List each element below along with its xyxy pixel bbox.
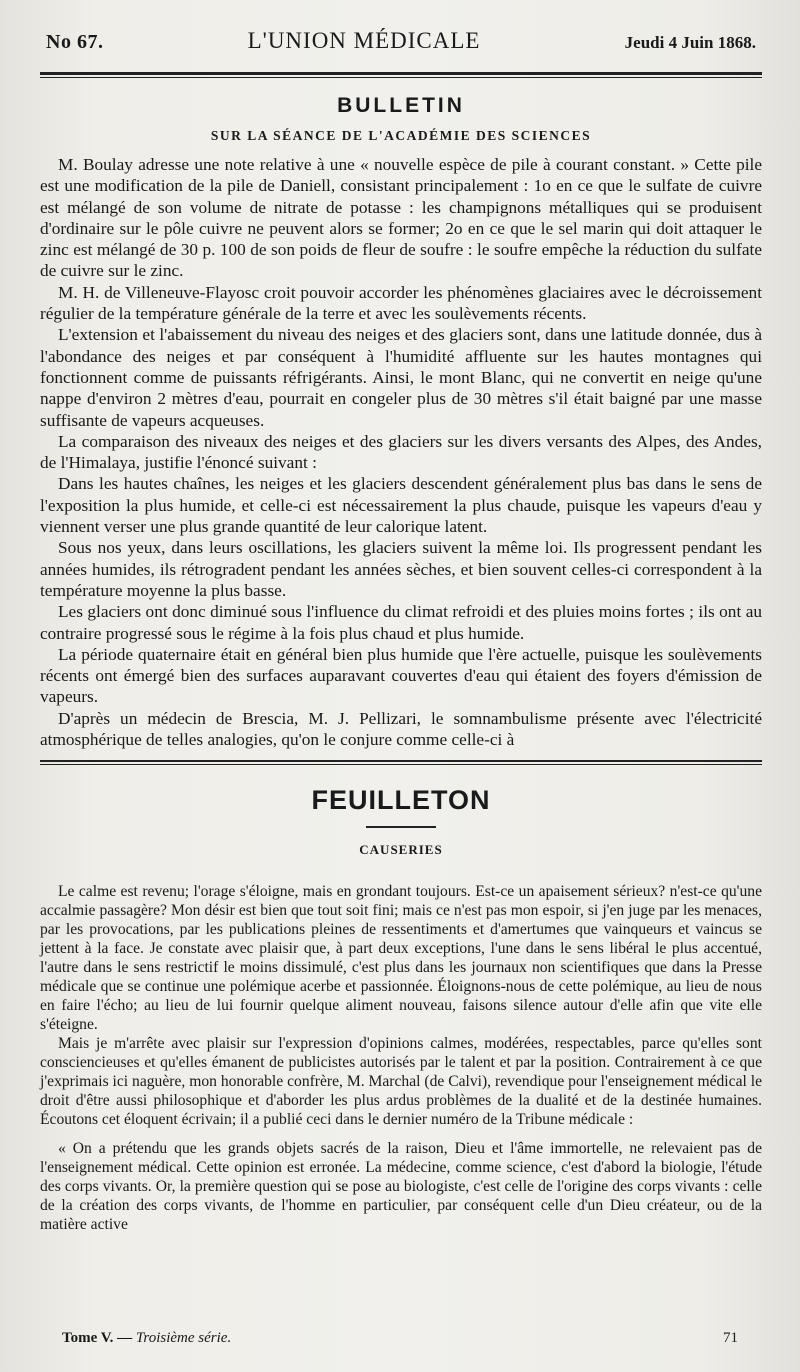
feuilleton-rule [366, 826, 436, 828]
footer-volume [62, 1330, 231, 1347]
masthead [40, 28, 762, 68]
bulletin-paragraph: M. H. de Villeneuve-Flayosc croit pouvoir accorder les phénomènes glaciaires avec le décroissement régulier de la température générale de la terre et avec les soulèvements récents. [40, 282, 762, 324]
feuilleton-subtitle: CAUSERIES [359, 842, 443, 858]
bulletin-paragraph: La période quaternaire était en général bien plus humide que l'ère actuelle, puisque les soulèvements récents ont émergé bien des surfaces auparavant couvertes d'eau qui étaient des foyers d'émission de vapeurs. [40, 644, 762, 707]
bulletin-title: BULLETIN [337, 94, 465, 117]
issue-date: Jeudi 4 Juin 1868. [624, 33, 756, 52]
journal-title: L'UNION MÉDICALE [247, 28, 481, 53]
page-footer [62, 1330, 738, 1347]
bulletin-paragraph: Sous nos yeux, dans leurs oscillations, les glaciers suivent la même loi. Ils progressent pendant les années humides, ils rétrogradent pendant les années sèches, et bien souvent celles-ci correspondent à la température moyenne la plus basse. [40, 538, 762, 600]
bulletin-paragraph: M. Boulay adresse une note relative à une « nouvelle espèce de pile à courant constant. » Cette pile est une modification de la pile de Daniell, consistant principalement : 1o en ce que le sulfate de cuivre est mélangé de son volume de nitrate de potasse : les champignons métalliques qui se produisent d'ordinaire sur le pôle cuivre ne peuvent alors se former; 2o en ce que le sel marin qui doit attaquer le zinc est mélangé de 30 p. 100 de son poids de fleur de soufre : le soufre empêche la réduction du sulfate de cuivre sur le zinc. [40, 155, 762, 281]
feuilleton-title: FEUILLETON [311, 785, 491, 816]
issue-number: No 67. [46, 31, 104, 53]
section-separator [40, 760, 762, 765]
footer-series: Troisième série. [135, 1330, 232, 1346]
feuilleton-paragraph: Le calme est revenu; l'orage s'éloigne, mais en grondant toujours. Est-ce un apaisement sérieux? n'est-ce qu'une accalmie passagère? Mon désir est bien que tout soit fini; mais ce n'est pas mon espoir, si j'en juge par les menaces, par les provocations, par les publications pleines de ressentiments et d'amertumes que vainqueurs et vaincus se jettent à la face. Je constate avec plaisir que, à part deux exceptions, l'une dans le sens libéral le plus accentué, l'autre dans le sens restrictif le moins dissimulé, c'est plus dans les journaux non scientifiques que dans la Presse médicale que se continue une polémique acerbe et passionnée. Éloignons-nous de cette polémique, au lieu de nous en faire l'écho; au lieu de lui fournir quelque aliment nouveau, faisons silence autour d'elle afin que vite elle s'éteigne. [40, 883, 762, 1034]
bulletin-paragraph: La comparaison des niveaux des neiges et des glaciers sur les divers versants des Alpes, des Andes, de l'Himalaya, justifie l'énoncé suivant : [40, 431, 762, 473]
feuilleton-body [40, 882, 762, 1234]
feuilleton-quote: « On a prétendu que les grands objets sacrés de la raison, Dieu et l'âme immortelle, ne relevaient pas de l'enseignement médical. Cette opinion est erronée. La médecine, comme science, c'est d'abord la biologie, l'étude des corps vivants. Or, la première question qui se pose au biologiste, c'est celle de l'origine des corps vivants : celle de la création des corps vivants, de l'homme en particulier, par conséquent celle d'un Dieu créateur, ou de la matière active [40, 1140, 762, 1234]
bulletin-paragraph: Dans les hautes chaînes, les neiges et les glaciers descendent généralement plus bas dans le sens de l'exposition la plus humide, et celle-ci est nécessairement la plus chaude, puisque les vapeurs d'eau y viennent verser une plus grande quantité de leur calorique latent. [40, 474, 762, 537]
footer-tome: Tome V. — [62, 1330, 133, 1346]
bulletin-paragraph: L'extension et l'abaissement du niveau des neiges et des glaciers sont, dans une latitude donnée, dus à l'abondance des neiges et par conséquent à l'humidité affluente sur les hautes montagnes qui fonctionnent comme de puissants réfrigérants. Ainsi, le mont Blanc, qui ne convertit en neige qu'une nappe d'environ 2 mètres d'eau, pourrait en congeler plus de 30 mètres s'il était baigné par une masse suffisante de vapeurs acqueuses. [40, 325, 762, 430]
page-number: 71 [723, 1330, 738, 1346]
bulletin-body [40, 154, 762, 750]
bulletin-paragraph: Les glaciers ont donc diminué sous l'influence du climat refroidi et des pluies moins fortes ; ils ont au contraire progressé sous le régime à la fois plus chaud et plus humide. [40, 602, 762, 643]
masthead-rule [40, 72, 762, 78]
bulletin-subtitle: SUR LA SÉANCE DE L'ACADÉMIE DES SCIENCES [210, 128, 592, 143]
feuilleton-paragraph: Mais je m'arrête avec plaisir sur l'expression d'opinions calmes, modérées, respectables, parce qu'elles sont consciencieuses et qu'elles émanent de publicistes autorisés par le talent et par la position. Contrairement à ce que j'exprimais ici naguère, mon honorable confrère, M. Marchal (de Calvi), revendique pour l'enseignement médical le droit d'être aussi philosophique et d'aborder les plus ardus problèmes de la dualité et de la destinée humaines. Écoutons cet éloquent écrivain; il a publié ceci dans le dernier numéro de la Tribune médicale : [40, 1035, 762, 1129]
bulletin-paragraph: D'après un médecin de Brescia, M. J. Pellizari, le somnambulisme présente avec l'électricité atmosphérique de telles analogies, qu'on le conjure comme celle-ci à [40, 708, 762, 750]
